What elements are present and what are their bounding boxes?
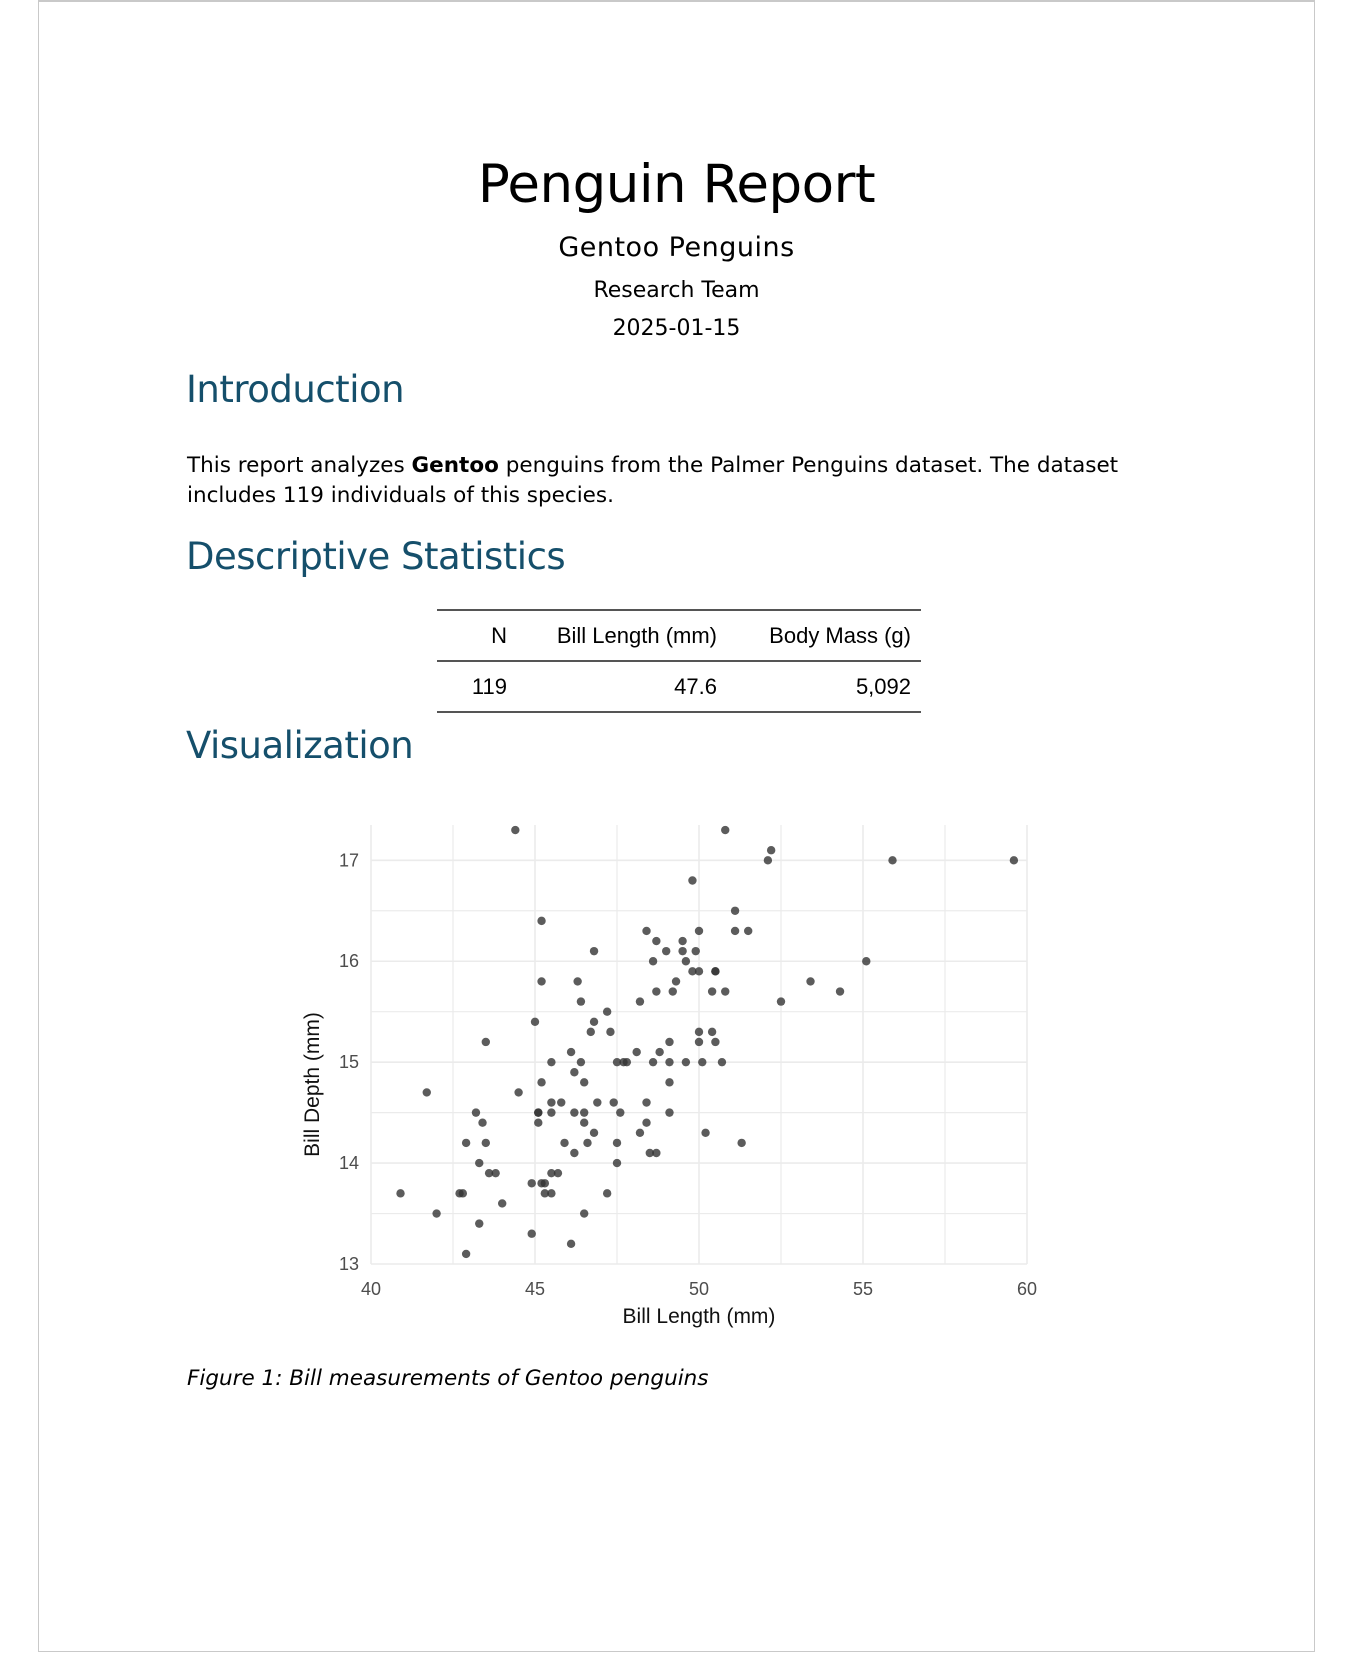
scatter-point (731, 907, 739, 915)
y-tick-label: 15 (338, 1052, 359, 1073)
scatter-point (557, 1098, 565, 1106)
scatter-point (528, 1179, 536, 1187)
x-tick-label: 40 (360, 1279, 382, 1299)
scatter-point (695, 967, 703, 975)
scatter-point (721, 826, 729, 834)
scatter-point (665, 1058, 673, 1066)
scatter-point (642, 1119, 650, 1127)
scatter-point (701, 1129, 709, 1137)
introduction-heading: Introduction (186, 368, 405, 411)
scatter-point (462, 1250, 470, 1258)
y-axis-label: Bill Depth (mm) (301, 1012, 324, 1157)
scatter-point (482, 1139, 490, 1147)
scatter-point (642, 927, 650, 935)
figure-caption: Figure 1: Bill measurements of Gentoo penguins (187, 1366, 709, 1391)
scatter-point (862, 957, 870, 965)
y-tick-label: 16 (338, 951, 359, 972)
scatter-point (498, 1199, 506, 1207)
plot-points (396, 826, 1018, 1258)
scatter-point (888, 856, 896, 864)
scatter-point (570, 1068, 578, 1076)
scatter-point (744, 927, 752, 935)
intro-text-after: penguins from the Palmer Penguins dataset. The dataset includes 119 individuals of this species. (187, 453, 1119, 508)
table-cell-bill-length: 47.6 (674, 673, 717, 699)
intro-bold-word: Gentoo (411, 453, 499, 478)
scatter-point (590, 1018, 598, 1026)
scatter-point (836, 987, 844, 995)
scatter-point (708, 1028, 716, 1036)
scatter-point (662, 947, 670, 955)
scatter-point (678, 937, 686, 945)
scatter-point (731, 927, 739, 935)
x-tick-label: 50 (688, 1279, 710, 1299)
scatter-point (669, 987, 677, 995)
scatter-point (547, 1098, 555, 1106)
scatter-point (587, 1028, 595, 1036)
scatter-point (432, 1209, 440, 1217)
scatter-point (534, 1119, 542, 1127)
scatter-plot (299, 812, 1099, 1342)
scatter-point (672, 977, 680, 985)
scatter-point (695, 1038, 703, 1046)
scatter-point (459, 1189, 467, 1197)
scatter-point (649, 1058, 657, 1066)
document-title: Penguin Report (477, 154, 876, 215)
scatter-point (482, 1038, 490, 1046)
scatter-point (1010, 856, 1018, 864)
scatter-point (547, 1108, 555, 1116)
scatter-point (613, 1139, 621, 1147)
scatter-point (462, 1139, 470, 1147)
scatter-point (708, 987, 716, 995)
scatter-point (806, 977, 814, 985)
scatter-point (665, 1108, 673, 1116)
scatter-point (475, 1159, 483, 1167)
document-page (38, 0, 1315, 1652)
scatter-point (514, 1088, 522, 1096)
y-tick-label: 14 (338, 1153, 359, 1174)
scatter-point (737, 1139, 745, 1147)
scatter-point (570, 1108, 578, 1116)
scatter-point (534, 1108, 542, 1116)
scatter-point (567, 1048, 575, 1056)
scatter-point (560, 1139, 568, 1147)
scatter-point (537, 917, 545, 925)
scatter-point (590, 1129, 598, 1137)
scatter-point (570, 1149, 578, 1157)
scatter-point (652, 937, 660, 945)
scatter-point (764, 856, 772, 864)
scatter-point (642, 1098, 650, 1106)
scatter-point (665, 1038, 673, 1046)
x-axis-label: Bill Length (mm) (622, 1305, 776, 1328)
scatter-point (511, 826, 519, 834)
scatter-point (567, 1240, 575, 1248)
scatter-point (537, 1078, 545, 1086)
scatter-point (613, 1159, 621, 1167)
scatter-point (423, 1088, 431, 1096)
x-tick-label: 45 (524, 1279, 546, 1299)
document-date: 2025-01-15 (612, 316, 741, 341)
scatter-point (577, 997, 585, 1005)
scatter-point (636, 997, 644, 1005)
scatter-point (580, 1078, 588, 1086)
scatter-point (531, 1018, 539, 1026)
scatter-point (603, 1189, 611, 1197)
scatter-point (541, 1179, 549, 1187)
scatter-point (610, 1098, 618, 1106)
scatter-point (590, 947, 598, 955)
scatter-point (721, 987, 729, 995)
table-row (437, 661, 921, 712)
scatter-point (478, 1119, 486, 1127)
scatter-point (695, 927, 703, 935)
scatter-point (547, 1058, 555, 1066)
visualization-heading: Visualization (186, 724, 414, 767)
x-axis-ticks (361, 1279, 1037, 1299)
scatter-point (623, 1058, 631, 1066)
scatter-point (580, 1119, 588, 1127)
scatter-point (718, 1058, 726, 1066)
scatter-point (396, 1189, 404, 1197)
scatter-point (472, 1108, 480, 1116)
table-header-body-mass: Body Mass (g) (769, 622, 911, 648)
scatter-point (682, 1058, 690, 1066)
scatter-point (577, 1058, 585, 1066)
scatter-point (682, 957, 690, 965)
table-header-bill-length: Bill Length (mm) (556, 622, 717, 648)
scatter-point (652, 1149, 660, 1157)
document-subtitle: Gentoo Penguins (558, 232, 795, 263)
x-tick-label: 60 (1016, 1279, 1038, 1299)
table-header-row (437, 610, 921, 661)
introduction-paragraph (187, 451, 1147, 511)
x-tick-label: 55 (852, 1279, 874, 1299)
scatter-point (711, 1038, 719, 1046)
scatter-point (616, 1108, 624, 1116)
y-axis-ticks (339, 850, 359, 1274)
table-header-n: N (491, 622, 507, 648)
scatter-point (711, 967, 719, 975)
document-author: Research Team (593, 278, 760, 303)
scatter-point (698, 1058, 706, 1066)
y-tick-label: 13 (338, 1254, 359, 1274)
scatter-point (636, 1129, 644, 1137)
scatter-point (491, 1169, 499, 1177)
scatter-point (593, 1098, 601, 1106)
scatter-point (554, 1169, 562, 1177)
y-tick-label: 17 (338, 850, 359, 871)
scatter-point (652, 987, 660, 995)
scatter-point (695, 1028, 703, 1036)
scatter-point (573, 977, 581, 985)
scatter-point (688, 876, 696, 884)
scatter-point (692, 947, 700, 955)
scatter-point (537, 977, 545, 985)
scatter-point (606, 1028, 614, 1036)
intro-text-before: This report analyzes (187, 453, 412, 478)
scatter-point (655, 1048, 663, 1056)
statistics-heading: Descriptive Statistics (186, 535, 566, 578)
scatter-point (678, 947, 686, 955)
scatter-point (580, 1108, 588, 1116)
scatter-point (777, 997, 785, 1005)
table-cell-n: 119 (471, 673, 507, 699)
scatter-point (603, 1008, 611, 1016)
scatter-point (580, 1209, 588, 1217)
scatter-point (632, 1048, 640, 1056)
scatter-point (547, 1189, 555, 1197)
statistics-table (437, 609, 921, 713)
table-cell-body-mass: 5,092 (855, 673, 911, 699)
scatter-point (649, 957, 657, 965)
scatter-point (767, 846, 775, 854)
scatter-point (475, 1219, 483, 1227)
scatter-point (665, 1078, 673, 1086)
scatter-point (583, 1139, 591, 1147)
scatter-point (528, 1230, 536, 1238)
